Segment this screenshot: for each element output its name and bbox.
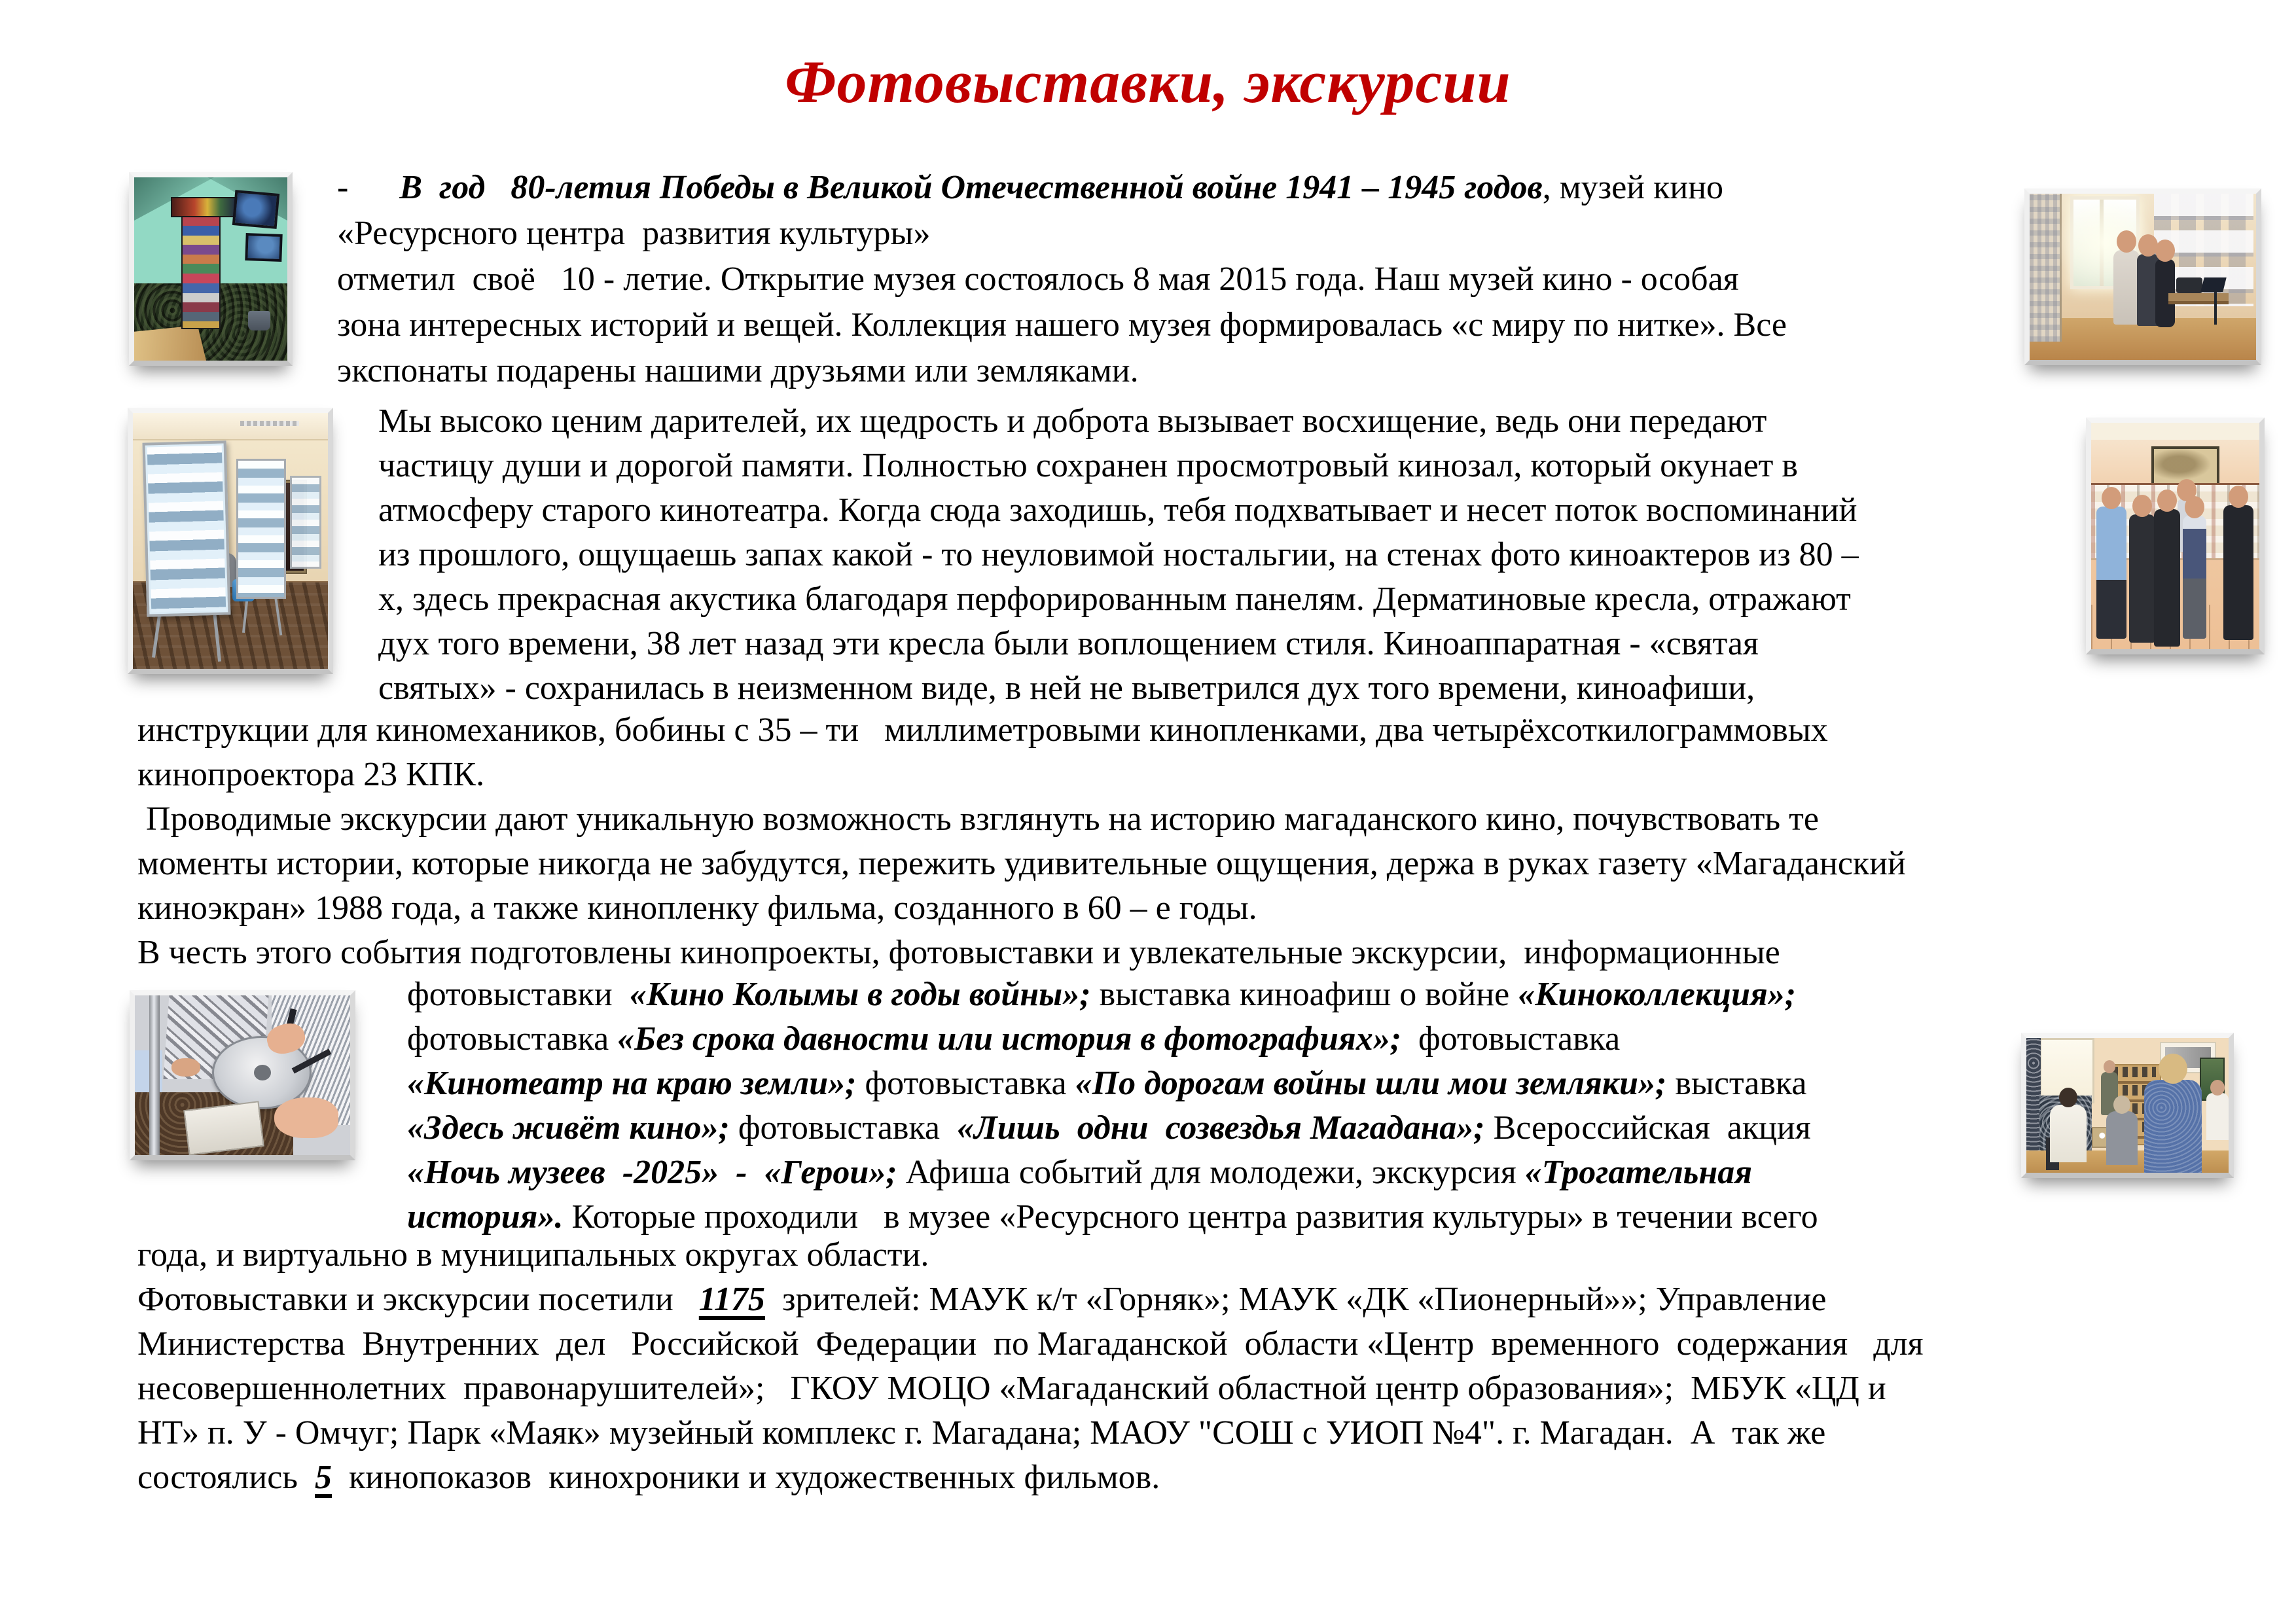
text-line: дух того времени, 38 лет назад эти кресла были воплощением стиля. Киноаппаратная - «святая xyxy=(378,625,1759,662)
guide-head xyxy=(2104,1060,2115,1073)
text-line: зона интересных историй и вещей. Коллекция нашего музея формировалась «с миру по нитке». Все xyxy=(337,306,1787,344)
poster-column xyxy=(181,214,221,329)
text-line: - В год 80-летия Победы в Великой Отечественной войне 1941 – 1945 годов, музей кино xyxy=(337,169,1724,206)
lectern-leg xyxy=(2214,292,2217,325)
dark-display-column xyxy=(2026,1038,2041,1164)
visitor-head xyxy=(2229,486,2248,508)
photo-stand-middle xyxy=(236,459,286,599)
visitor-figure xyxy=(2223,505,2253,640)
paragraph-exhibition-list xyxy=(407,972,1818,1240)
photo-seated-excursion xyxy=(2021,1033,2234,1178)
text-line: Министерства Внутренних дел Российской Федерации по Магаданской области «Центр временного содержания для xyxy=(137,1325,1924,1363)
text-line: атмосферу старого кинотеатра. Когда сюда заходишь, тебя подхватывает и несет поток воспоминаний xyxy=(378,491,1857,529)
text-line: «Кинотеатр на краю земли»; фотовыставка «По дорогам войны шли мои земляки»; выставка xyxy=(407,1065,1807,1102)
text-line: история». Которые проходили в музее «Ресурсного центра развития культуры» в течении всего xyxy=(407,1198,1818,1236)
text-line: Проводимые экскурсии дают уникальную возможность взглянуть на историю магаданского кино, почувствовать те xyxy=(137,800,1819,838)
wood-plank xyxy=(134,325,206,361)
paragraph-donors-cinema-hall xyxy=(378,399,1859,711)
text-line: фотовыставки «Кино Колымы в годы войны»; выставка киноафиш о войне «Киноколлекция»; xyxy=(407,976,1797,1013)
hand xyxy=(274,1097,338,1138)
projector-exhibit xyxy=(2176,277,2202,293)
visitor-figure xyxy=(2113,250,2140,325)
visitor-head xyxy=(2117,230,2136,253)
gray-pot xyxy=(248,311,270,330)
lectern xyxy=(2200,277,2226,292)
text-line: «Ночь музеев -2025» - «Герои»; Афиша событий для молодежи, экскурсия «Трогательная xyxy=(407,1154,1753,1191)
visitor-head xyxy=(2157,490,2177,512)
text-line: фотовыставка «Без срока давности или история в фотографиях»; фотовыставка xyxy=(407,1020,1621,1058)
text-line: моменты истории, которые никогда не забудутся, пережить удивительные ощущения, держа в руках газету «Магаданский xyxy=(137,845,1906,882)
text-line: состоялись 5 кинопоказов кинохроники и художественных фильмов. xyxy=(137,1459,1160,1496)
text-line: Фотовыставки и экскурсии посетили 1175 зрителей: МАУК к/т «Горняк»; МАУК «ДК «Пионерный»»; Управление xyxy=(137,1281,1827,1318)
visitor-head xyxy=(2210,1080,2225,1096)
photo-museum-corner xyxy=(129,172,293,366)
text-line: из прошлого, ощущаешь запах какой - то неуловимой ностальгии, на стенах фото киноактеров из 80 – xyxy=(378,536,1859,573)
seated-visitor xyxy=(2106,1111,2138,1165)
visitor-head xyxy=(2185,496,2204,518)
photo-stand-large xyxy=(143,440,231,616)
visitor-figure xyxy=(2154,509,2180,647)
seated-visitor-white-shirt xyxy=(2050,1105,2087,1162)
text-line: экспонаты подарены нашими друзьями или земляками. xyxy=(337,352,1139,389)
paragraph-visitor-statistics xyxy=(137,1233,1924,1500)
wall-frame-small xyxy=(245,233,282,262)
wall-frame xyxy=(232,190,279,229)
splicer-machine xyxy=(183,1101,264,1156)
text-line: Мы высоко ценим дарителей, их щедрость и доброта вызывает восхищение, ведь они передают xyxy=(378,402,1767,440)
poster-banner xyxy=(171,197,238,217)
seated-visitor xyxy=(2206,1093,2229,1140)
text-line: святых» - сохранилась в неизменном виде, в ней не выветрился дух того времени, киноафиши, xyxy=(378,669,1755,707)
reel-hub xyxy=(254,1065,271,1080)
photo-visitor-group xyxy=(2086,418,2265,654)
visitor-head xyxy=(2159,1054,2187,1084)
ceiling-vent xyxy=(240,421,299,426)
visitor-vest xyxy=(2183,516,2206,639)
photo-stand-far xyxy=(290,476,321,569)
text-line: года, и виртуально в муниципальных округах области. xyxy=(137,1236,929,1274)
text-line: киноэкран» 1988 года, а также кинопленку фильма, созданного в 60 – е годы. xyxy=(137,889,1257,927)
visitor-head xyxy=(2102,487,2121,509)
paragraph-excursions-history xyxy=(137,708,1906,975)
metal-pole xyxy=(149,995,160,1155)
text-line: НТ» п. У - Омчуг; Парк «Маяк» музейный комплекс г. Магадана; МАОУ "СОШ с УИОП №4". г. Магадан. А так же xyxy=(137,1414,1826,1452)
text-line: частицу души и дорогой памяти. Полностью сохранен просмотровый кинозал, который окунает в xyxy=(378,447,1798,484)
text-line: инструкции для киномехаников, бобины с 35 – ти миллиметровыми кинопленками, два четырёхсоткилограммовых xyxy=(137,711,1828,749)
text-line: х, здесь прекрасная акустика благодаря перфорированным панелям. Дерматиновые кресла, отражают xyxy=(378,580,1851,618)
seated-visitor-blue-top xyxy=(2144,1080,2202,1173)
photo-film-reel-hands xyxy=(130,990,355,1160)
hand xyxy=(171,1058,200,1077)
text-line: «Ресурсного центра развития культуры» xyxy=(337,215,931,252)
visitor-head xyxy=(2155,240,2175,262)
photo-display-stands-corridor xyxy=(128,408,333,674)
exhibit-table xyxy=(2168,293,2229,304)
photo-museum-room-visitors xyxy=(2024,188,2261,365)
ceiling xyxy=(133,413,328,440)
paragraph-museum-anniversary xyxy=(337,165,1787,394)
visitor-blue-shirt xyxy=(2096,507,2126,639)
visitor-head xyxy=(2059,1088,2077,1107)
text-line: отметил своё 10 - летие. Открытие музея состоялось 8 мая 2015 года. Наш музей кино - особая xyxy=(337,260,1739,298)
text-line: «Здесь живёт кино»; фотовыставка «Лишь одни созвездья Магадана»; Всероссийская акция xyxy=(407,1109,1811,1147)
text-line: В честь этого события подготовлены кинопроекты, фотовыставки и увлекательные экскурсии, информационные xyxy=(137,934,1780,971)
text-line: несовершеннолетних правонарушителей»; ГКОУ МОЦО «Магаданский областной центр образования»; МБУК «ЦД и xyxy=(137,1370,1886,1407)
ceiling xyxy=(2091,423,2259,440)
text-line: кинопроектора 23 КПК. xyxy=(137,756,485,793)
visitor-head xyxy=(2132,495,2152,517)
visitor-head xyxy=(2113,1096,2130,1114)
page-title: Фотовыставки, экскурсии xyxy=(785,48,1511,115)
visitor-figure xyxy=(2129,514,2155,643)
